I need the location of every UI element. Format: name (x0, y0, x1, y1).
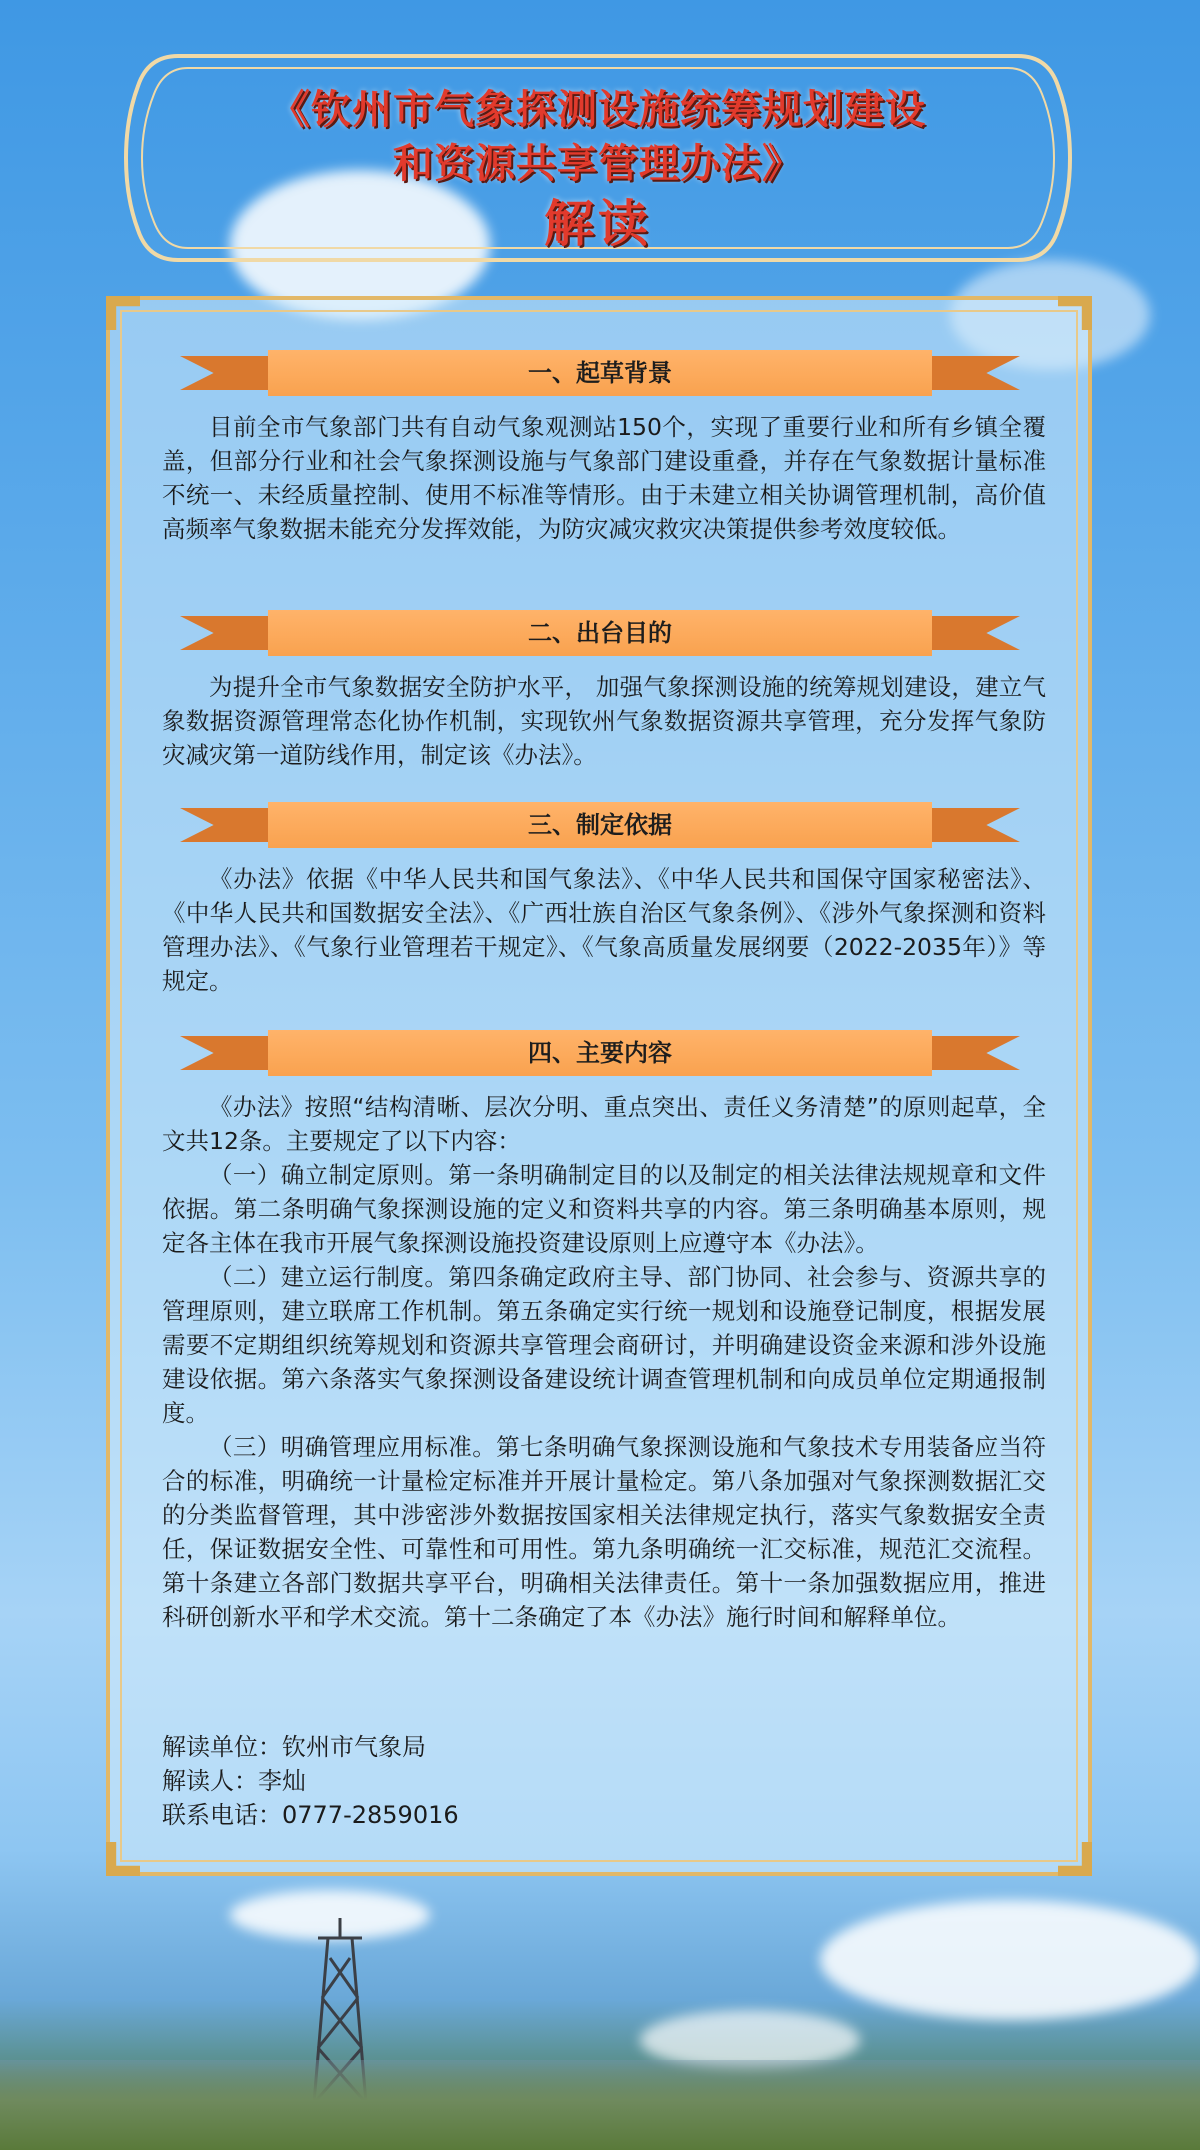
section-paragraph: 《办法》依据《中华人民共和国气象法》、《中华人民共和国保守国家秘密法》、《中华人民共和国数据安全法》、《广西壮族自治区气象条例》、《涉外气象探测和资料管理办法》、《气象行业管理若干规定》、《气象高质量发展纲要（2022-2035年）》等规定。 (162, 865, 1046, 995)
interpretation-unit: 解读单位：钦州市气象局 (162, 1733, 426, 1761)
frame-corner-ornament (1058, 296, 1092, 330)
frame-corner-ornament (106, 1842, 140, 1876)
section-banner-purpose (180, 610, 1020, 656)
section-heading: 二、出台目的 (268, 610, 932, 656)
section-paragraph: （一）确立制定原则。第一条明确制定目的以及制定的相关法律法规规章和文件依据。第二条明确气象探测设施的定义和资料共享的内容。第三条明确基本原则，规定各主体在我市开展气象探测设施投资建设原则上应遵守本《办法》。 (162, 1161, 1046, 1257)
section-banner-main-content (180, 1030, 1020, 1076)
section-paragraph: （二）建立运行制度。第四条确定政府主导、部门协同、社会参与、资源共享的管理原则，建立联席工作机制。第五条确定实行统一规划和设施登记制度，根据发展需要不定期组织统筹规划和资源共享管理会商研讨，并明确建设资金来源和涉外设施建设依据。第六条落实气象探测设备建设统计调查管理机制和向成员单位定期通报制度。 (162, 1263, 1046, 1427)
frame-corner-ornament (106, 296, 140, 330)
section-paragraph: 目前全市气象部门共有自动气象观测站150个，实现了重要行业和所有乡镇全覆盖，但部分行业和社会气象探测设施与气象部门建设重叠，并存在气象数据计量标准不统一、未经质量控制、使用不标准等情形。由于未建立相关协调管理机制，高价值高频率气象数据未能充分发挥效能，为防灾减灾救灾决策提供参考效度较低。 (162, 413, 1046, 543)
section-banner-basis (180, 802, 1020, 848)
section-heading: 三、制定依据 (268, 802, 932, 848)
contact-phone: 联系电话：0777-2859016 (162, 1801, 459, 1829)
page-title-line3: 解读 (544, 195, 652, 253)
frame-corner-ornament (1058, 1842, 1092, 1876)
section-paragraph: （三）明确管理应用标准。第七条明确气象探测设施和气象技术专用装备应当符合的标准，明确统一计量检定标准并开展计量检定。第八条加强对气象探测数据汇交的分类监督管理，其中涉密涉外数据按国家相关法律规定执行，落实气象数据安全责任，保证数据安全性、可靠性和可用性。第九条明确统一汇交标准，规范汇交流程。第十条建立各部门数据共享平台，明确相关法律责任。第十一条加强数据应用，推进科研创新水平和学术交流。第十二条确定了本《办法》施行时间和解释单位。 (162, 1433, 1046, 1631)
section-heading: 一、起草背景 (268, 350, 932, 396)
ground-scenery (0, 2060, 1200, 2150)
section-paragraph: 《办法》按照“结构清晰、层次分明、重点突出、责任义务清楚”的原则起草，全文共12条。主要规定了以下内容： (162, 1093, 1046, 1155)
section-paragraph: 为提升全市气象数据安全防护水平， 加强气象探测设施的统筹规划建设，建立气象数据资源管理常态化协作机制，实现钦州气象数据资源共享管理，充分发挥气象防灾减灾第一道防线作用，制定该《办法》。 (162, 673, 1046, 769)
page-title-line1: 《钦州市气象探测设施统筹规划建设 (270, 87, 926, 133)
title-frame (118, 48, 1078, 268)
cloud-decoration (820, 1900, 1200, 2020)
main-content-body (162, 1090, 1046, 1634)
page-title-line2: 和资源共享管理办法》 (393, 141, 803, 187)
section-banner-background (180, 350, 1020, 396)
section-heading: 四、主要内容 (268, 1030, 932, 1076)
content-panel (106, 296, 1092, 1876)
interpreter-name: 解读人：李灿 (162, 1767, 306, 1795)
